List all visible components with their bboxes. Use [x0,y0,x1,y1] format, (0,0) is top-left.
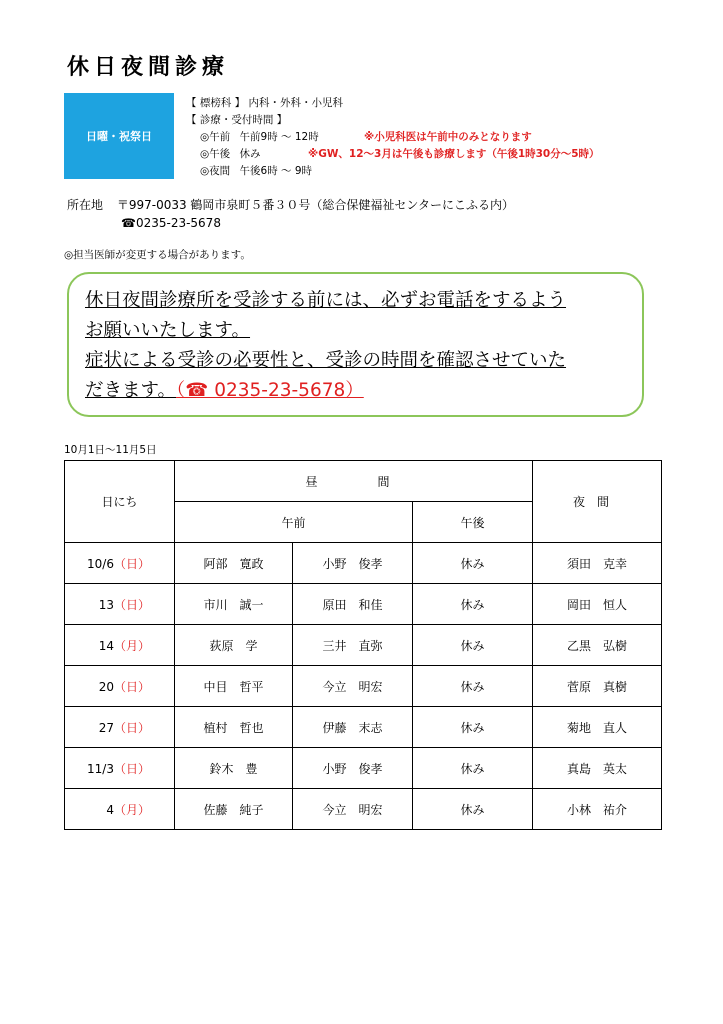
date-cell [65,625,175,666]
night-doctor: 須田 克幸 [533,543,662,584]
dept-label: 【 標榜科 】 [186,97,246,109]
hours-row-time: 午後6時 ～ 9時 [239,165,313,177]
hours-row-name: ◎午前 [200,131,231,143]
day-of-week: （日） [113,556,150,571]
date-value: 14 [98,638,114,653]
day-of-week: （日） [113,597,150,612]
date-header: 日にち [65,461,175,543]
notice-phone: （☎ 0235-23-5678） [176,380,364,401]
notice-line: だきます。 [85,380,177,401]
dept-value: 内科・外科・小児科 [248,97,344,109]
am-doctor-1: 阿部 寛政 [175,543,293,584]
schedule-row [65,666,662,707]
am-doctor-1: 荻原 学 [175,625,293,666]
address-text: 〒997-0033 鶴岡市泉町５番３０号（総合保健福祉センターにこふる内） [116,198,514,212]
hours-row-note: ※GW、12～3月は午後も診療します（午後1時30分～5時） [308,148,600,160]
page-title: 休日夜間診療 [67,55,230,80]
am-doctor-2: 小野 俊孝 [293,543,413,584]
date-value: 13 [98,597,114,612]
night-header: 夜間 [533,461,662,543]
date-cell [65,748,175,789]
date-value: 11/3 [87,761,114,776]
hours-row-name: ◎午後 [200,148,231,160]
pm-status: 休み [413,707,533,748]
day-of-week: （日） [113,679,150,694]
hours-row-name: ◎夜間 [200,165,231,177]
hours-row-note: ※小児科医は午前中のみとなります [364,131,532,143]
hours-row-time: 午前9時 ～ 12時 [239,131,319,143]
am-doctor-2: 今立 明宏 [293,789,413,830]
night-doctor: 菊地 直人 [533,707,662,748]
schedule-table [64,460,662,830]
am-doctor-1: 市川 誠一 [175,584,293,625]
am-header: 午前 [175,502,413,543]
date-cell [65,789,175,830]
night-doctor: 真島 英太 [533,748,662,789]
pm-status: 休み [413,543,533,584]
schedule-row [65,625,662,666]
date-cell [65,666,175,707]
night-doctor: 岡田 恒人 [533,584,662,625]
address-block [67,196,514,232]
schedule-row [65,543,662,584]
address-label: 所在地 [67,198,104,212]
notice-line: お願いいたします。 [85,320,251,341]
date-value: 27 [98,720,114,735]
pm-status: 休み [413,625,533,666]
notice-line: 症状による受診の必要性と、受診の時間を確認させていた [85,350,567,371]
dept-line [186,95,343,111]
am-doctor-1: 植村 哲也 [175,707,293,748]
schedule-period: 10月1日～11月5日 [64,444,157,456]
hours-label: 【 診療・受付時間 】 [186,114,288,126]
pm-status: 休み [413,789,533,830]
am-doctor-2: 小野 俊孝 [293,748,413,789]
am-doctor-1: 鈴木 豊 [175,748,293,789]
day-of-week: （月） [113,802,150,817]
pm-status: 休み [413,584,533,625]
am-doctor-1: 佐藤 純子 [175,789,293,830]
day-of-week: （月） [113,638,150,653]
schedule-row [65,748,662,789]
day-of-week: （日） [113,761,150,776]
schedule-row [65,789,662,830]
date-value: 10/6 [87,556,114,571]
night-doctor: 菅原 真樹 [533,666,662,707]
date-value: 4 [106,802,114,817]
date-cell [65,543,175,584]
hours-row-time: 休み [239,148,261,160]
notice-line: 休日夜間診療所を受診する前には、必ずお電話をするよう [85,290,567,311]
night-doctor: 乙黒 弘樹 [533,625,662,666]
night-doctor: 小林 祐介 [533,789,662,830]
am-doctor-2: 原田 和佳 [293,584,413,625]
am-doctor-2: 伊藤 末志 [293,707,413,748]
am-doctor-1: 中目 哲平 [175,666,293,707]
schedule-row [65,707,662,748]
pm-status: 休み [413,748,533,789]
am-doctor-2: 今立 明宏 [293,666,413,707]
holiday-badge: 日曜・祝祭日 [64,93,174,179]
hours-row-am [200,129,319,145]
date-cell [65,707,175,748]
doctor-change-note: ◎担当医師が変更する場合があります。 [64,249,251,261]
hours-row-pm [200,146,261,162]
pm-header: 午後 [413,502,533,543]
am-doctor-2: 三井 直弥 [293,625,413,666]
schedule-row [65,584,662,625]
hours-row-night [200,163,312,179]
date-value: 20 [98,679,114,694]
phone-notice-box [67,272,644,417]
day-of-week: （日） [113,720,150,735]
day-header: 昼 間 [175,461,533,502]
address-phone: ☎0235-23-5678 [121,216,221,230]
pm-status: 休み [413,666,533,707]
date-cell [65,584,175,625]
